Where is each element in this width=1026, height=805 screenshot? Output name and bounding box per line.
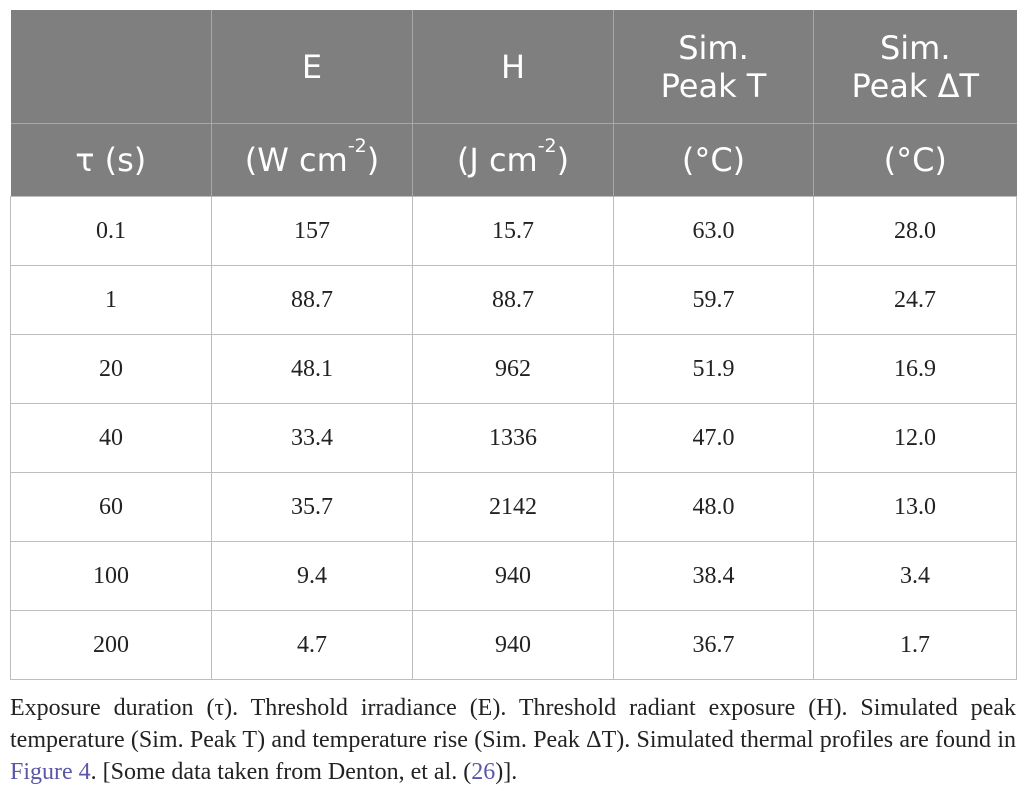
header-cell-sim-peak-t: Sim. Peak T bbox=[614, 10, 814, 124]
cell-sim-peak-t: 36.7 bbox=[614, 611, 814, 680]
caption-text-1: Exposure duration (τ). Threshold irradiance (E). Threshold radiant exposure (H). Simulated peak temperature (Sim. Peak T) and temperature rise (Sim. Peak ΔT). Simulated thermal profiles are found in bbox=[10, 695, 1016, 753]
data-table bbox=[10, 10, 1017, 680]
header-unit-sim-peak-dt: (°C) bbox=[814, 124, 1017, 197]
cell-h: 940 bbox=[413, 542, 614, 611]
cell-h: 2142 bbox=[413, 473, 614, 542]
header-unit-tau: τ (s) bbox=[11, 124, 212, 197]
table-row bbox=[11, 266, 1017, 335]
unit-exponent: -2 bbox=[537, 135, 557, 157]
header-cell-e: E bbox=[212, 10, 413, 124]
cell-h: 1336 bbox=[413, 404, 614, 473]
cell-sim-peak-dt: 28.0 bbox=[814, 197, 1017, 266]
table-header bbox=[11, 10, 1017, 197]
cell-tau: 60 bbox=[11, 473, 212, 542]
caption-text-3: )]. bbox=[495, 759, 518, 785]
cell-e: 88.7 bbox=[212, 266, 413, 335]
header-cell-tau-top bbox=[11, 10, 212, 124]
cell-h: 940 bbox=[413, 611, 614, 680]
cell-sim-peak-t: 59.7 bbox=[614, 266, 814, 335]
cell-sim-peak-dt: 13.0 bbox=[814, 473, 1017, 542]
cell-sim-peak-t: 47.0 bbox=[614, 404, 814, 473]
header-unit-sim-peak-t: (°C) bbox=[614, 124, 814, 197]
cell-sim-peak-t: 48.0 bbox=[614, 473, 814, 542]
cell-e: 4.7 bbox=[212, 611, 413, 680]
table-row bbox=[11, 404, 1017, 473]
reference-26-link[interactable]: 26 bbox=[471, 759, 496, 785]
cell-sim-peak-dt: 1.7 bbox=[814, 611, 1017, 680]
header-cell-h: H bbox=[413, 10, 614, 124]
cell-tau: 100 bbox=[11, 542, 212, 611]
cell-h: 15.7 bbox=[413, 197, 614, 266]
header-cell-sim-peak-dt: Sim. Peak ΔT bbox=[814, 10, 1017, 124]
table-row bbox=[11, 542, 1017, 611]
header-unit-e: (W $cm^{-2}$) bbox=[212, 124, 413, 197]
cell-h: 962 bbox=[413, 335, 614, 404]
cell-h: 88.7 bbox=[413, 266, 614, 335]
cell-sim-peak-dt: 24.7 bbox=[814, 266, 1017, 335]
figure-4-link[interactable]: Figure 4 bbox=[10, 759, 91, 785]
header-row-2 bbox=[11, 124, 1017, 197]
cell-tau: 0.1 bbox=[11, 197, 212, 266]
table-body bbox=[11, 197, 1017, 680]
cell-e: 33.4 bbox=[212, 404, 413, 473]
cell-e: 35.7 bbox=[212, 473, 413, 542]
table-row bbox=[11, 197, 1017, 266]
cell-e: 48.1 bbox=[212, 335, 413, 404]
cell-sim-peak-t: 38.4 bbox=[614, 542, 814, 611]
cell-e: 157 bbox=[212, 197, 413, 266]
data-table-container bbox=[10, 10, 1016, 680]
cell-tau: 200 bbox=[11, 611, 212, 680]
cell-sim-peak-dt: 3.4 bbox=[814, 542, 1017, 611]
cell-tau: 1 bbox=[11, 266, 212, 335]
header-row-1 bbox=[11, 10, 1017, 124]
cell-sim-peak-t: 63.0 bbox=[614, 197, 814, 266]
header-unit-h: (J $cm^{-2}$) bbox=[413, 124, 614, 197]
cell-sim-peak-dt: 12.0 bbox=[814, 404, 1017, 473]
table-row bbox=[11, 473, 1017, 542]
cell-e: 9.4 bbox=[212, 542, 413, 611]
caption-text-2: . [Some data taken from Denton, et al. ( bbox=[90, 759, 472, 785]
cell-sim-peak-dt: 16.9 bbox=[814, 335, 1017, 404]
cell-tau: 40 bbox=[11, 404, 212, 473]
unit-exponent: -2 bbox=[347, 135, 367, 157]
table-row bbox=[11, 611, 1017, 680]
table-row bbox=[11, 335, 1017, 404]
table-caption bbox=[10, 692, 1016, 788]
cell-sim-peak-t: 51.9 bbox=[614, 335, 814, 404]
cell-tau: 20 bbox=[11, 335, 212, 404]
